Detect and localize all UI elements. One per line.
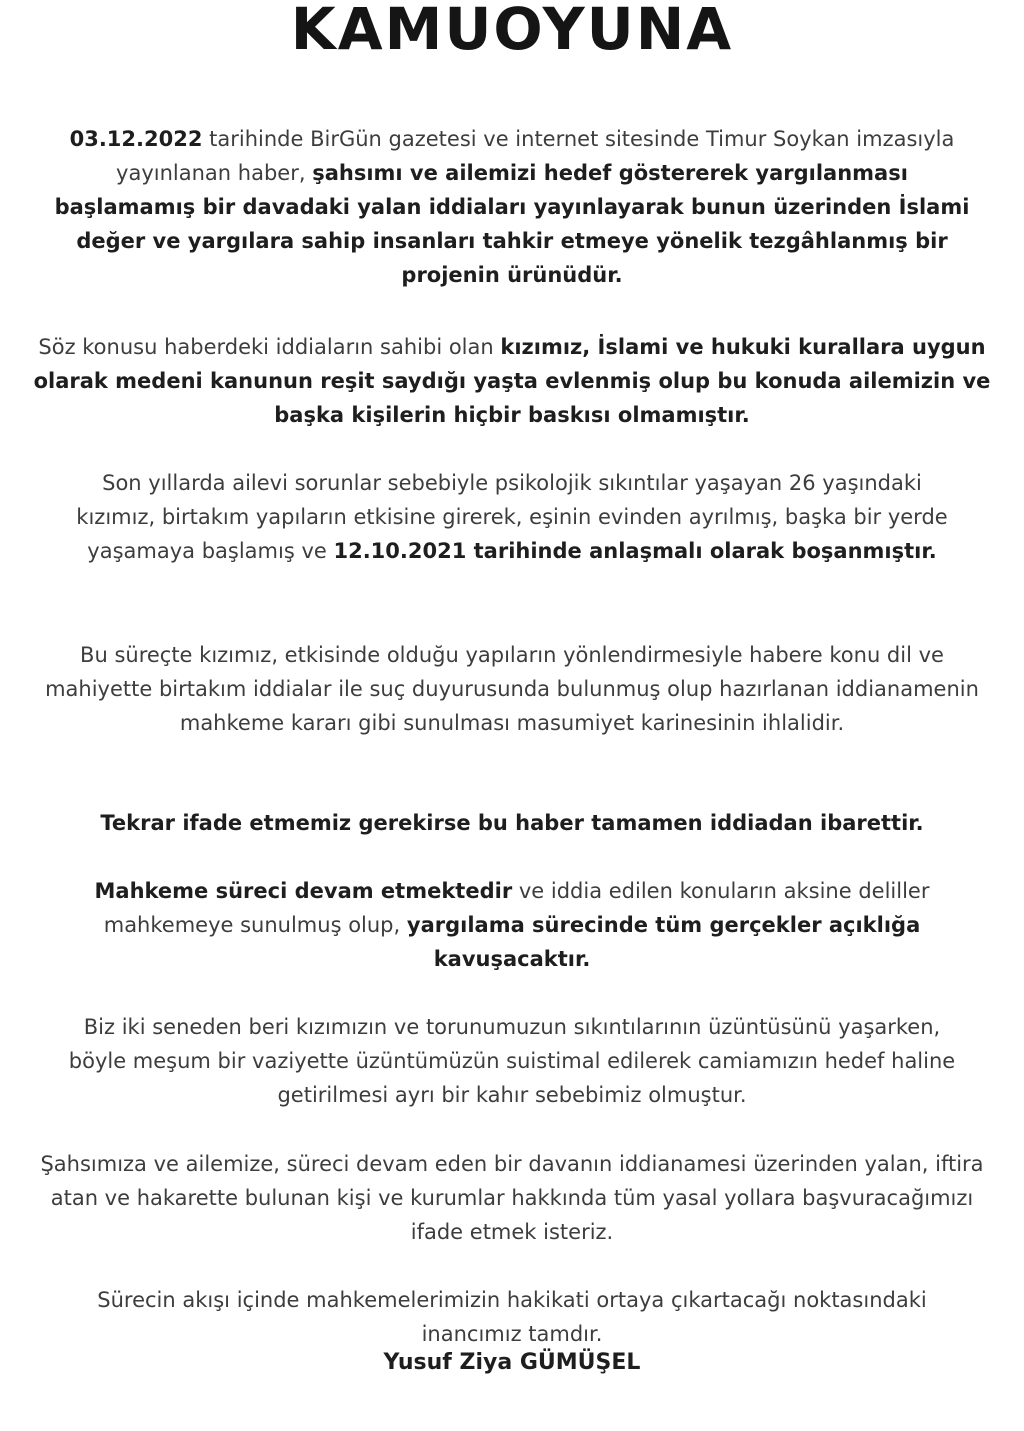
- paragraph-7: [30, 1010, 994, 1112]
- paragraph-7-text: Biz iki seneden beri kızımızın ve torunumuzun sıkıntılarının üzüntüsünü yaşarken, böyle meşum bir vaziyette üzüntümüzün suistimal edilerek camiamızın hedef haline getirilmesi ayrı bir kahır sebebimiz olmuştur.: [68, 1015, 956, 1107]
- paragraph-9-text: Sürecin akışı içinde mahkemelerimizin hakikati ortaya çıkartacağı noktasındaki inancımız tamdır.: [97, 1288, 927, 1346]
- paragraph-2-text: Söz konusu haberdeki iddiaların sahibi olan: [38, 335, 501, 359]
- paragraph-5: [30, 806, 994, 840]
- paragraph-3: [30, 466, 994, 568]
- paragraph-6-bold-2: yargılama sürecinde tüm gerçekler açıklığa kavuşacaktır.: [406, 913, 921, 971]
- paragraph-8-text: Şahsımıza ve ailemize, süreci devam eden bir davanın iddianamesi üzerinden yalan, iftira atan ve hakarette bulunan kişi ve kurumlar hakkında tüm yasal yollara başvuracağımızı ifade etmek isteriz.: [40, 1152, 984, 1244]
- paragraph-4-text: Bu süreçte kızımız, etkisinde olduğu yapıların yönlendirmesiyle habere konu dil ve mahiyette birtakım iddialar ile suç duyurusunda bulunmuş olup hazırlanan iddianamenin mahkeme kararı gibi sunulması masumiyet karinesinin ihlalidir.: [45, 643, 979, 735]
- paragraph-9: [30, 1283, 994, 1351]
- signature: Yusuf Ziya GÜMÜŞEL: [383, 1350, 641, 1375]
- paragraph-2: [30, 330, 994, 432]
- paragraph-1-bold: şahsımı ve ailemizi hedef göstererek yargılanması başlamamış bir davadaki yalan iddiaları yayınlayarak bunun üzerinden İslami değer ve yargılara sahip insanları tahkir etmeye yönelik tezgâhlanmış bir projenin ürünüdür.: [54, 161, 970, 287]
- paragraph-6-text: ve iddia edilen konuların aksine deliller mahkemeye sunulmuş olup,: [103, 879, 930, 937]
- paragraph-3-bold: 12.10.2021 tarihinde anlaşmalı olarak boşanmıştır.: [333, 539, 937, 563]
- paragraph-8: [30, 1147, 994, 1249]
- paragraph-1: [30, 122, 994, 292]
- paragraph-6-bold-1: Mahkeme süreci devam etmektedir: [94, 879, 513, 903]
- paragraph-1-text: tarihinde BirGün gazetesi ve internet sitesinde Timur Soykan imzasıyla yayınlanan haber,: [116, 127, 955, 185]
- statement-date: 03.12.2022: [69, 127, 203, 151]
- paragraph-2-bold: kızımız, İslami ve hukuki kurallara uygun olarak medeni kanunun reşit saydığı yaşta evlenmiş olup bu konuda ailemizin ve başka kişilerin hiçbir baskısı olmamıştır.: [33, 335, 991, 427]
- paragraph-3-text: Son yıllarda ailevi sorunlar sebebiyle psikolojik sıkıntılar yaşayan 26 yaşındaki kızımız, birtakım yapıların etkisine girerek, eşinin evinden ayrılmış, başka bir yerde yaşamaya başlamış ve: [76, 471, 948, 563]
- paragraph-5-bold: Tekrar ifade etmemiz gerekirse bu haber tamamen iddiadan ibarettir.: [100, 811, 924, 835]
- page-title: KAMUOYUNA: [290, 0, 734, 60]
- paragraph-4: [30, 638, 994, 740]
- paragraph-6: [30, 874, 994, 976]
